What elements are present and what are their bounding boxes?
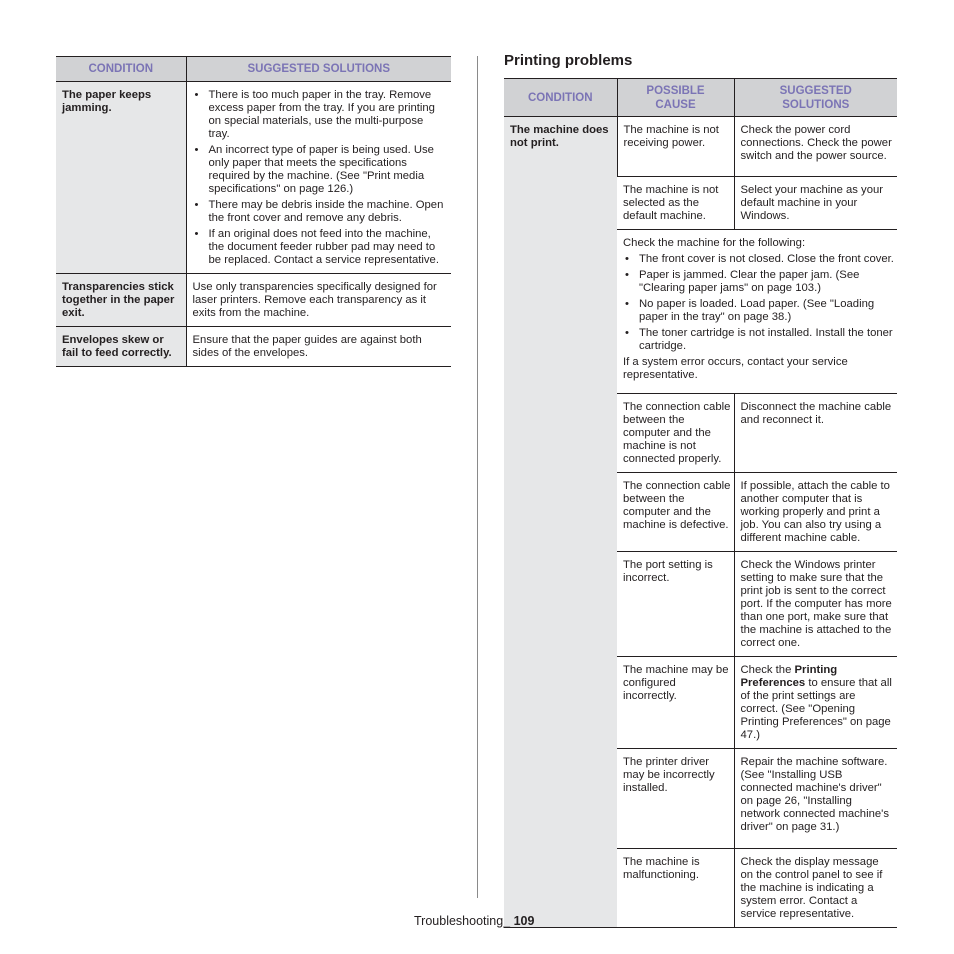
list-item: • There may be debris inside the machine. Open the front cover and remove any debris. [193, 199, 448, 225]
solution-cell: Use only transparencies specifically designed for laser printers. Remove each transparency as it exits from the machine. [186, 274, 451, 327]
list-item: • If an original does not feed into the machine, the document feeder rubber pad may need to be replaced. Contact a service representative. [193, 228, 448, 267]
printing-problems-table [504, 78, 897, 928]
cause-cell: The machine may be configured incorrectly. [617, 657, 734, 749]
header-suggested-solutions: SUGGESTED SOLUTIONS [186, 57, 451, 82]
solution-cell: Ensure that the paper guides are against both sides of the envelopes. [186, 327, 451, 367]
condition-cell: The paper keeps jamming. [56, 82, 186, 274]
solution-cell: Check the Windows printer setting to make sure that the print job is sent to the correct port. If the computer has more than one port, make sure that the machine is attached to the correct one. [734, 552, 897, 657]
solutions-list [193, 89, 448, 267]
header-suggested-solutions: SUGGESTED SOLUTIONS [734, 79, 897, 117]
table-row [56, 82, 451, 274]
footer-section: Troubleshooting_ [414, 914, 514, 928]
list-item: • There is too much paper in the tray. Remove excess paper from the tray. If you are printing on special materials, use the multi-purpose tray. [193, 89, 448, 141]
solution-cell: Check the display message on the control panel to see if the machine is indicating a system error. Contact a service representative. [734, 849, 897, 928]
list-item: • The front cover is not closed. Close the front cover. [623, 253, 894, 266]
table-header-row [504, 79, 897, 117]
solution-cell: Select your machine as your default machine in your Windows. [734, 177, 897, 230]
solution-cell: Disconnect the machine cable and reconnect it. [734, 394, 897, 473]
checklist-outro: If a system error occurs, contact your service representative. [623, 356, 848, 381]
table-row [56, 327, 451, 367]
list-item: • No paper is loaded. Load paper. (See "Loading paper in the tray" on page 38.) [623, 298, 894, 324]
solution-text: to ensure that all of the print settings are correct. (See "Opening Printing Preferences" on page 47.) [740, 677, 892, 741]
header-possible-cause: POSSIBLE CAUSE [617, 79, 734, 117]
solutions-cell [186, 82, 451, 274]
solution-cell [734, 657, 897, 749]
section-title: Printing problems [504, 52, 633, 69]
list-item: • Paper is jammed. Clear the paper jam. (See "Clearing paper jams" on page 103.) [623, 269, 894, 295]
solution-cell: Check the power cord connections. Check the power switch and the power source. [734, 117, 897, 177]
merged-checklist-cell [617, 230, 897, 394]
cause-cell: The connection cable between the computer and the machine is not connected properly. [617, 394, 734, 473]
cause-cell: The machine is not selected as the default machine. [617, 177, 734, 230]
list-item: • The toner cartridge is not installed. Install the toner cartridge. [623, 327, 894, 353]
page-footer [414, 914, 534, 928]
solution-cell: If possible, attach the cable to another computer that is working properly and print a job. You can also try using a different machine cable. [734, 473, 897, 552]
condition-cell: The machine does not print. [504, 117, 617, 928]
page-number: 109 [513, 914, 535, 928]
column-divider [477, 56, 478, 898]
table-header-row [56, 57, 451, 82]
cause-cell: The machine is not receiving power. [617, 117, 734, 177]
header-condition: CONDITION [56, 57, 186, 82]
solution-cell: Repair the machine software. (See "Installing USB connected machine's driver" on page 26, "Installing network connected machine's driver" on page 31.) [734, 749, 897, 849]
printing-preferences-label: Printing Preferences [740, 664, 838, 689]
cause-cell: The printer driver may be incorrectly installed. [617, 749, 734, 849]
checklist-intro: Check the machine for the following: [623, 237, 806, 249]
condition-cell: Envelopes skew or fail to feed correctly. [56, 327, 186, 367]
table-row [504, 117, 897, 177]
cause-cell: The connection cable between the computer and the machine is defective. [617, 473, 734, 552]
list-item: • An incorrect type of paper is being used. Use only paper that meets the specifications required by the machine. (See "Print media specifications" on page 126.) [193, 144, 448, 196]
paper-feed-problems-table [56, 56, 451, 367]
condition-cell: Transparencies stick together in the paper exit. [56, 274, 186, 327]
checklist [623, 253, 894, 353]
cause-cell: The port setting is incorrect. [617, 552, 734, 657]
table-row [56, 274, 451, 327]
header-condition: CONDITION [504, 79, 617, 117]
cause-cell: The machine is malfunctioning. [617, 849, 734, 928]
solution-text: Check the [740, 664, 795, 676]
